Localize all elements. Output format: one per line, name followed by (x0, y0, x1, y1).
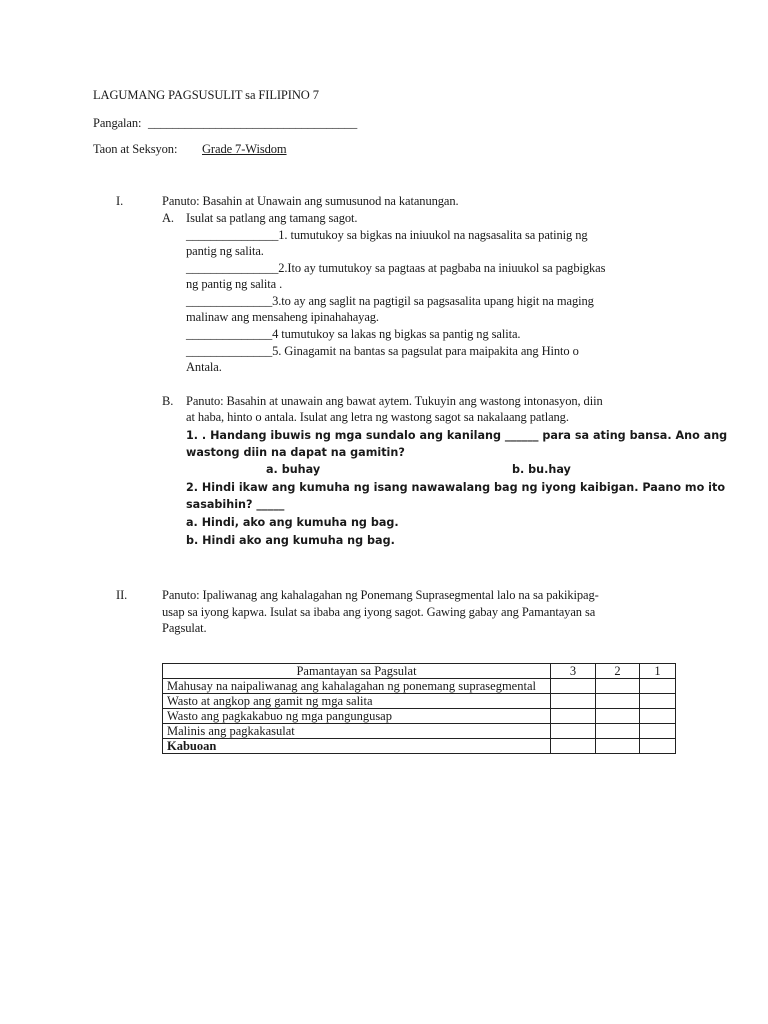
part1-numeral: I. (116, 194, 124, 208)
score-cell (551, 694, 596, 709)
item-2-line: ng pantig ng salita . (186, 277, 283, 291)
table-row (163, 694, 676, 709)
column-header: 3 (551, 664, 596, 679)
item-4-line: ______________4 tumutukoy sa lakas ng bigkas sa pantig ng salita. (186, 327, 521, 341)
score-cell (551, 679, 596, 694)
item-1-line: pantig ng salita. (186, 244, 264, 258)
rubric-table (162, 663, 676, 754)
score-cell (551, 724, 596, 739)
question-1: 1. . Handang ibuwis ng mga sundalo ang kanilang ______ para sa ating bansa. Ano ang (186, 429, 728, 442)
question-2: sasabihin? _____ (186, 498, 285, 511)
score-cell (640, 724, 676, 739)
item-3-line: ______________3.to ay ang saglit na pagtigil sa pagsasalita upang higit na maging (186, 294, 594, 308)
score-cell (551, 739, 596, 754)
name-line: __________________________________ (148, 116, 358, 130)
choice-a: a. Hindi, ako ang kumuha ng bag. (186, 516, 399, 529)
section-value: Grade 7-Wisdom (202, 142, 287, 156)
quiz-title: LAGUMANG PAGSUSULIT sa FILIPINO 7 (93, 88, 319, 102)
score-cell (596, 724, 640, 739)
score-cell (596, 694, 640, 709)
total-label: Kabuoan (163, 739, 551, 754)
choice-b: b. Hindi ako ang kumuha ng bag. (186, 534, 395, 547)
score-cell (551, 709, 596, 724)
name-label: Pangalan: (93, 116, 142, 130)
choice-b: b. bu.hay (512, 463, 571, 476)
item-1-line: _______________1. tumutukoy sa bigkas na iniuukol na nagsasalita sa patinig ng (186, 228, 588, 242)
part2-instruction: Panuto: Ipaliwanag ang kahalagahan ng Ponemang Suprasegmental lalo na sa pakikipag- (162, 588, 599, 602)
column-header: 2 (596, 664, 640, 679)
column-header: 1 (640, 664, 676, 679)
part1-instruction: Panuto: Basahin at Unawain ang sumusunod na katanungan. (162, 194, 459, 208)
section-label: Taon at Seksyon: (93, 142, 178, 156)
score-cell (640, 694, 676, 709)
part1-a-letter: A. (162, 211, 174, 225)
item-5-line: ______________5. Ginagamit na bantas sa pagsulat para maipakita ang Hinto o (186, 344, 579, 358)
criterion-cell: Mahusay na naipaliwanag ang kahalagahan ng ponemang suprasegmental (163, 679, 551, 694)
choice-a: a. buhay (266, 463, 321, 476)
item-3-line: malinaw ang mensaheng ipinahahayag. (186, 310, 379, 324)
part2-numeral: II. (116, 588, 128, 602)
score-cell (596, 709, 640, 724)
criterion-cell: Wasto at angkop ang gamit ng mga salita (163, 694, 551, 709)
table-row (163, 679, 676, 694)
score-cell (640, 679, 676, 694)
part1-b-letter: B. (162, 394, 174, 408)
part1-b-instruction: at haba, hinto o antala. Isulat ang letra ng wastong sagot sa nakalaang patlang. (186, 410, 569, 424)
item-2-line: _______________2.Ito ay tumutukoy sa pagtaas at pagbaba na iniuukol sa pagbigkas (186, 261, 606, 275)
part2-instruction: usap sa iyong kapwa. Isulat sa ibaba ang iyong sagot. Gawing gabay ang Pamantayan sa (162, 605, 596, 619)
question-1: wastong diin na dapat na gamitin? (186, 446, 405, 459)
item-5-line: Antala. (186, 360, 222, 374)
part2-instruction: Pagsulat. (162, 621, 207, 635)
part1-a-instruction: Isulat sa patlang ang tamang sagot. (186, 211, 358, 225)
criterion-cell: Malinis ang pagkakasulat (163, 724, 551, 739)
part1-b-instruction: Panuto: Basahin at unawain ang bawat aytem. Tukuyin ang wastong intonasyon, diin (186, 394, 603, 408)
table-row (163, 724, 676, 739)
criterion-cell: Wasto ang pagkakabuo ng mga pangungusap (163, 709, 551, 724)
score-cell (640, 739, 676, 754)
score-cell (596, 739, 640, 754)
table-total-row (163, 739, 676, 754)
score-cell (596, 679, 640, 694)
table-header-row (163, 664, 676, 679)
table-row (163, 709, 676, 724)
score-cell (640, 709, 676, 724)
question-2: 2. Hindi ikaw ang kumuha ng isang nawawalang bag ng iyong kaibigan. Paano mo ito (186, 481, 726, 494)
column-header: Pamantayan sa Pagsulat (163, 664, 551, 679)
